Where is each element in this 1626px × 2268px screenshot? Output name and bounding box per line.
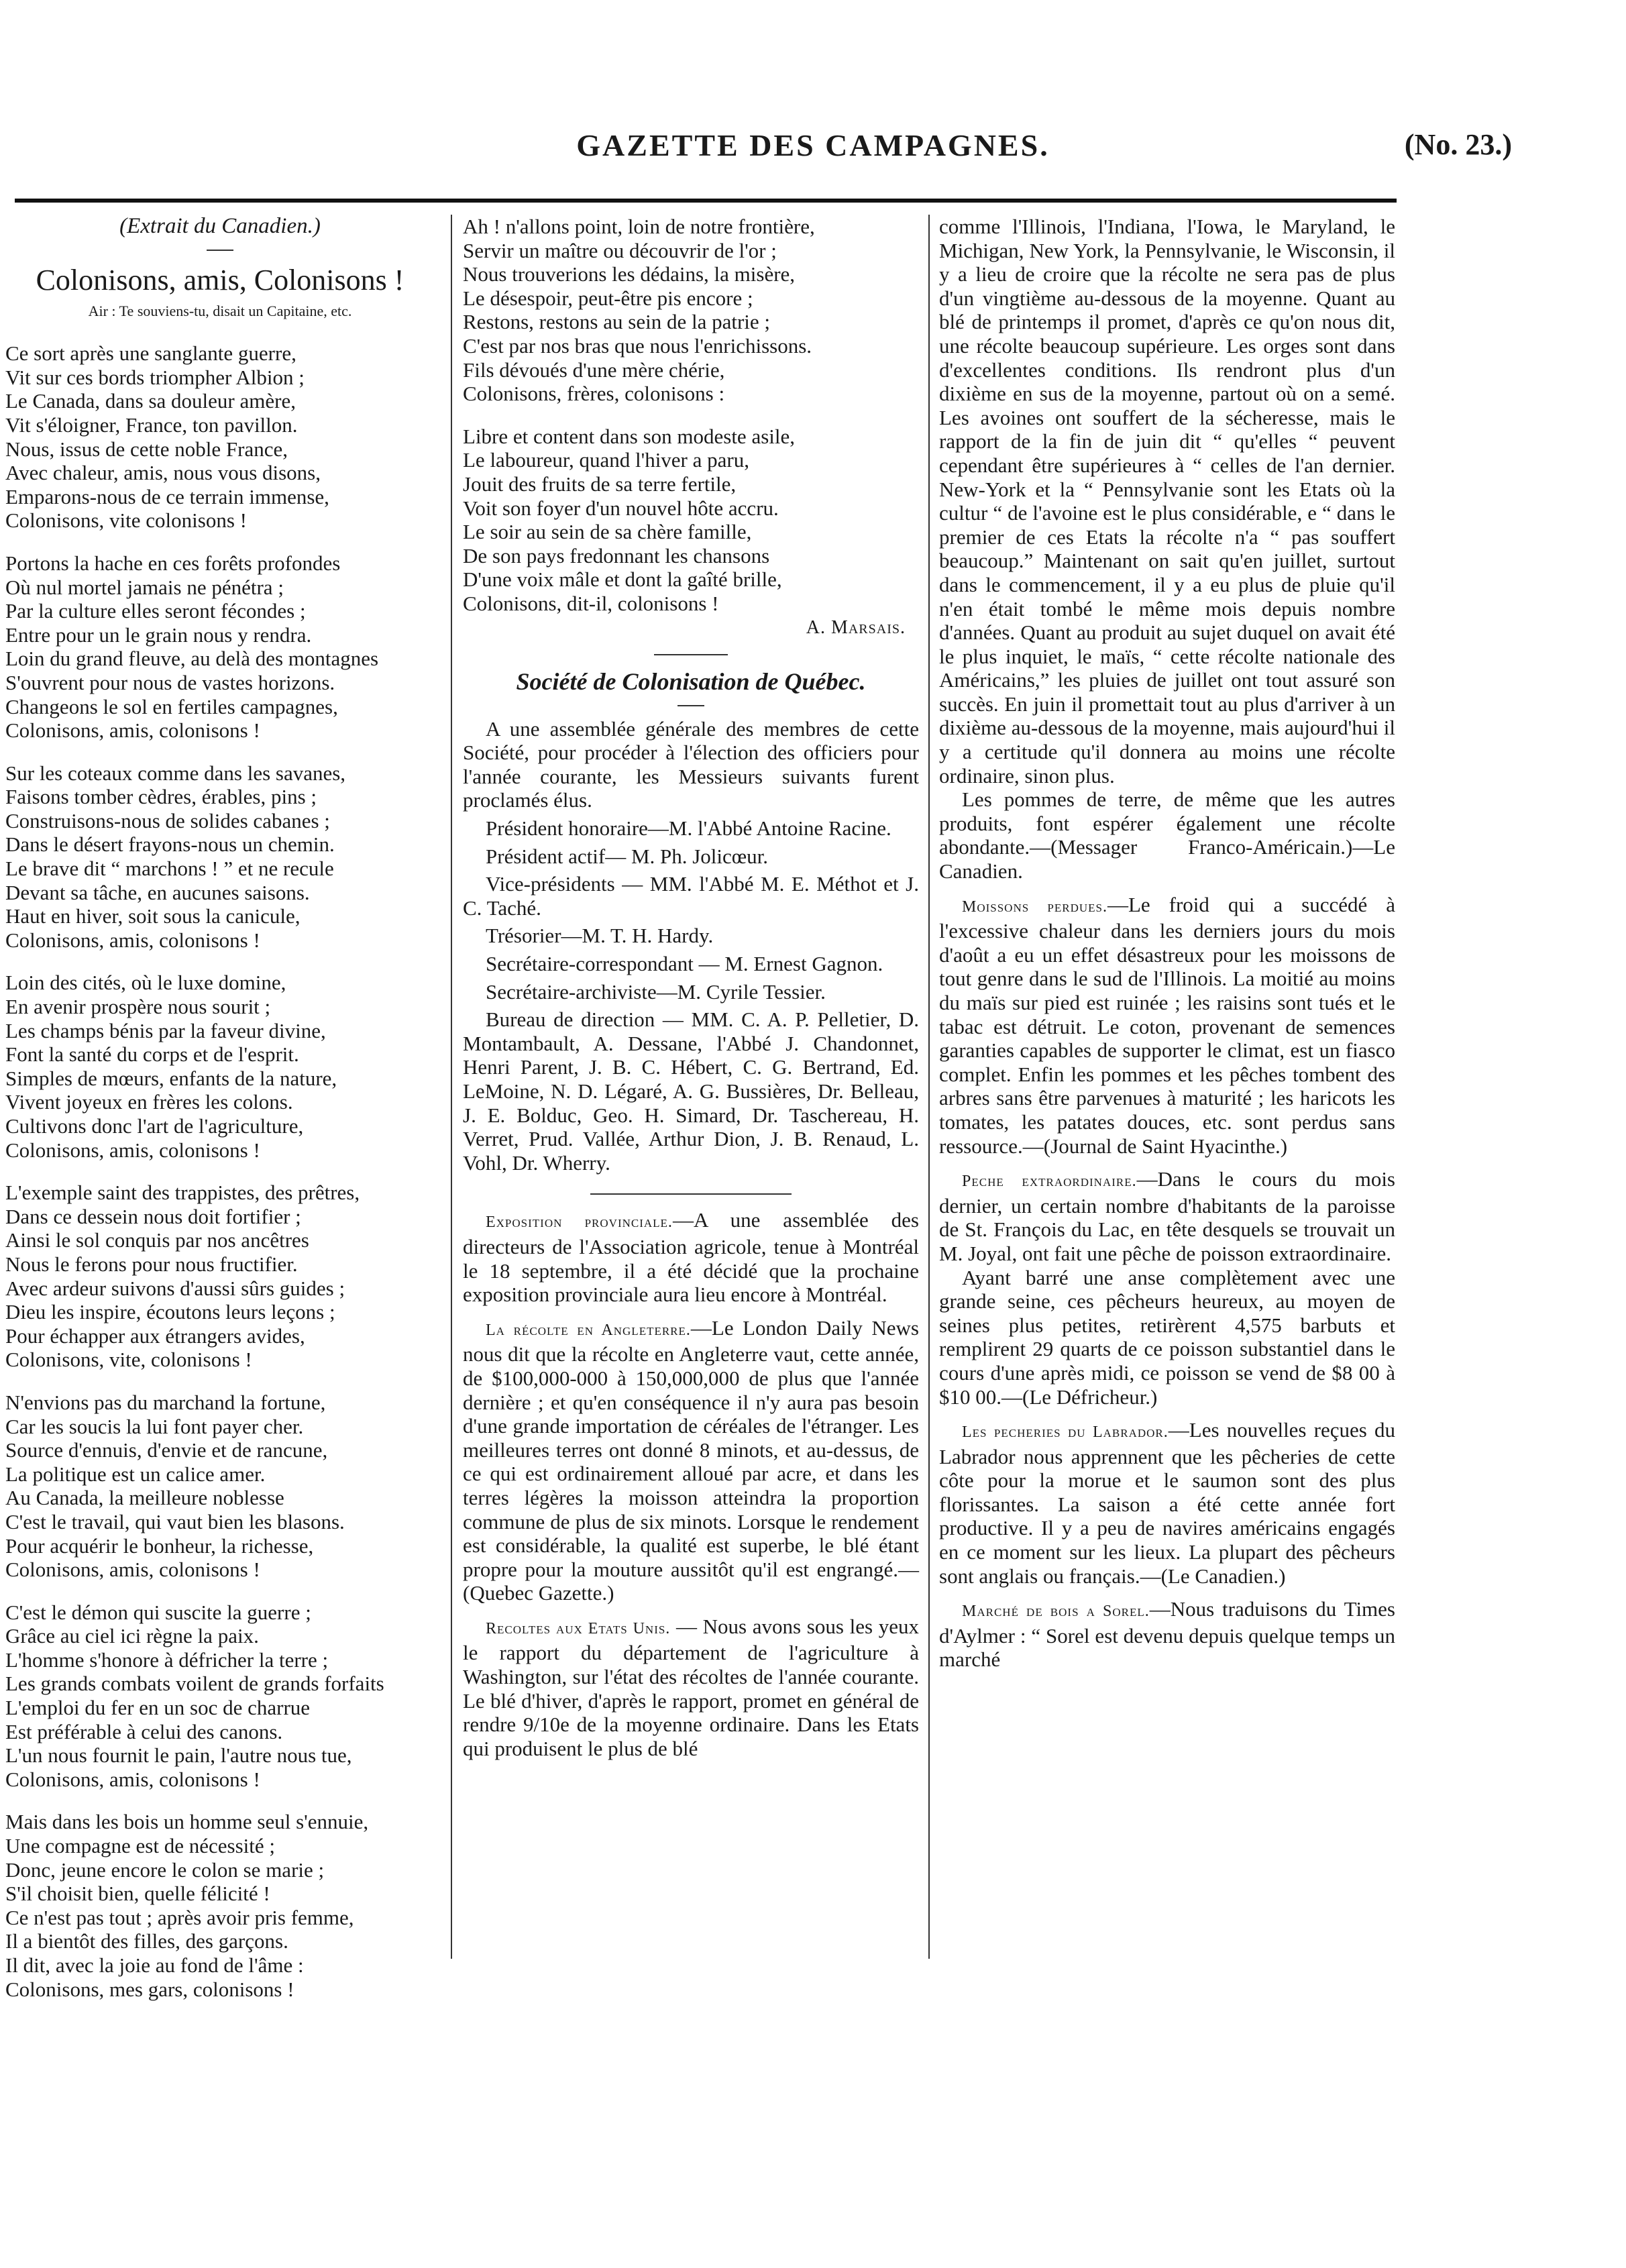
poem-stanzas-cont — [463, 215, 919, 616]
officer-entry: Bureau de direction — MM. C. A. P. Pelletier, D. Montambault, A. Dessane, l'Abbé J. Chandonnet, Henri Parent, J. B. C. Hébert, C. G. Bertrand, Ed. LeMoine, N. D. Légaré, A. G. Bussières, Dr. Belleau, J. E. Bolduc, Geo. H. Simard, Dr. Taschereau, H. Verret, Prud. Vallée, Arthur Dion, J. B. Renaud, L. Vohl, Dr. Wherry. — [463, 1008, 919, 1175]
verse-line: Par la culture elles seront fécondes ; — [5, 599, 306, 623]
verse-line: Ce sort après une sanglante guerre, — [5, 341, 296, 366]
verse-line: Colonisons, amis, colonisons ! — [5, 1767, 260, 1791]
verse-line: Colonisons, amis, colonisons ! — [5, 1138, 260, 1162]
stanza — [5, 551, 435, 743]
article-head: Peche extraordinaire. — [962, 1173, 1137, 1191]
verse-line: Fils dévoués d'une mère chérie, — [463, 358, 725, 382]
column-2 — [463, 215, 919, 1760]
poem-air: Air : Te souviens-tu, disait un Capitaine, etc. — [88, 302, 352, 319]
poem-signature: A. Marsais. — [806, 616, 906, 638]
article-head: Marché de bois a Sorel. — [962, 1603, 1150, 1621]
verse-line: L'un nous fournit le pain, l'autre nous tue, — [5, 1743, 352, 1768]
verse-line: Nous le ferons pour nous fructifier. — [5, 1252, 298, 1276]
stanza — [5, 761, 435, 953]
column-divider-2 — [928, 215, 930, 1959]
verse-line: Colonisons, vite, colonisons ! — [5, 1348, 252, 1372]
article-pommes: Les pommes de terre, de même que les autres produits, font espérer également une récolte abondante.—(Messager Franco-Américain.)—Le Canadien. — [939, 788, 1395, 883]
verse-line: Le laboureur, quand l'hiver a paru, — [463, 448, 749, 472]
separator — [590, 1193, 792, 1195]
verse-line: S'il choisit bien, quelle félicité ! — [5, 1882, 270, 1906]
verse-line: Dans ce dessein nous doit fortifier ; — [5, 1204, 301, 1228]
verse-line: Ah ! n'allons point, loin de notre frontière, — [463, 215, 815, 238]
verse-line: Nous, issus de cette noble France, — [5, 437, 288, 461]
column-3 — [939, 215, 1395, 1672]
article-peche — [939, 1167, 1395, 1265]
article-head: Recoltes aux Etats Unis. — [486, 1619, 671, 1637]
separator — [678, 705, 704, 706]
article-recolte-angleterre — [463, 1316, 919, 1605]
article-head: La récolte en Angleterre. — [486, 1321, 691, 1339]
verse-line: C'est le démon qui suscite la guerre ; — [5, 1600, 311, 1624]
verse-line: Sur les coteaux comme dans les savanes, — [5, 761, 346, 785]
verse-line: Est préférable à celui des canons. — [5, 1719, 283, 1743]
verse-line: Colonisons, amis, colonisons ! — [5, 1558, 260, 1582]
officer-entry: Secrétaire-archiviste—M. Cyrile Tessier. — [486, 979, 826, 1004]
verse-line: Faisons tomber cèdres, érables, pins ; — [5, 785, 317, 809]
article-exposition — [463, 1208, 919, 1306]
stanza — [5, 1391, 435, 1582]
column-1 — [5, 215, 435, 2001]
separator — [654, 654, 728, 655]
officer-entry: Secrétaire-correspondant — M. Ernest Gagnon. — [486, 952, 883, 976]
officer-entry: Trésorier—M. T. H. Hardy. — [486, 924, 714, 948]
verse-line: Cultivons donc l'art de l'agriculture, — [5, 1114, 304, 1138]
verse-line: En avenir prospère nous sourit ; — [5, 995, 271, 1019]
verse-line: Pour échapper aux étrangers avides, — [5, 1324, 305, 1348]
article-peche-cont: Ayant barré une anse complètement avec une grande seine, ces pêcheurs heureux, au moyen de seines plus petites, retirèrent 4,575 barbuts et remplirent 29 quarts de ce poisson substantiel dans le cours d'une après midi, ce poisson se vend de $8 00 à $10 00.—(Le Défricheur.) — [939, 1265, 1395, 1409]
verse-line: Source d'ennuis, d'envie et de rancune, — [5, 1438, 328, 1462]
verse-line: Restons, restons au sein de la patrie ; — [463, 310, 771, 334]
separator — [207, 250, 233, 251]
article-body: —Nous traduisons du Times d'Aylmer : “ Sorel est devenu depuis quelque temps un marché — [939, 1597, 1395, 1672]
verse-line: L'exemple saint des trappistes, des prêtres, — [5, 1181, 360, 1205]
verse-line: Mais dans les bois un homme seul s'ennuie, — [5, 1810, 369, 1834]
article-continuation: comme l'Illinois, l'Indiana, l'Iowa, le Maryland, le Michigan, New York, la Pennsylvanie, le Wisconsin, il y a lieu de croire que la récolte ne sera pas de plus d'un vingtième au-dessous de la moyenne. Quant au blé de printemps il promet, d'après ce qu'on nous dit, une récolte beaucoup supérieure. Les orges sont dans d'excellentes conditions. Ils rendront plus d'un dixième en sus de la moyenne, partout où on a semé. Les avoines ont souffert de la sécheresse, mais le rapport de la fin de juin dit “ qu'elles “ peuvent cependant être supérieures à “ celles de l'an dernier. New-York et la “ Pennsylvanie sont les Etats où la cultur “ de l'avoine est le plus considérable, e “ dans le premier de ces Etats la récolte n'a “ pas souffert beaucoup.” Maintenant on sait qu'en juillet, surtout dans le commencement, il y a eu plus de pluie qu'il n'en était tombé le même mois depuis nombre d'années. Quant au produit au sujet duquel on avait été le plus inquiet, le maïs, “ cette récolte nationale des Américains,” les pluies de juillet ont tout assuré son succès. En juin il promettait tout au plus d'arriver à un dixième au-dessous de la moyenne, mais aujourd'hui il y a certitude qu'il donnera au moins une récolte ordinaire, sinon plus. — [939, 215, 1395, 788]
verse-line: S'ouvrent pour nous de vastes horizons. — [5, 670, 335, 694]
article-body: —Le froid qui a succédé à l'excessive chaleur dans les derniers jours du mois d'août a eu un effet désastreux pour les moissons de tout genre dans le sud de l'Illinois. La moitié au moins du maïs sur pied est ruinée ; les raisins sont tués et le tabac est détruit. Le coton, provenant de semences garanties capables de supporter le climat, est un fiasco complet. Enfin les pommes et les pêches tombent des arbres sans être parvenues à maturité ; les haricots les tomates, les patates douces, etc. sont perdus sans ressource.—(Journal de Saint Hyacinthe.) — [939, 892, 1396, 1158]
officer-entry: Président actif— M. Ph. Jolicœur. — [486, 844, 769, 868]
poem-title: Colonisons, amis, Colonisons ! — [36, 263, 404, 296]
verse-line: Portons la hache en ces forêts profondes — [5, 551, 341, 575]
verse-line: Pour acquérir le bonheur, la richesse, — [5, 1533, 314, 1558]
verse-line: Font la santé du corps et de l'esprit. — [5, 1042, 299, 1067]
societe-title: Société de Colonisation de Québec. — [516, 668, 866, 696]
verse-line: Vit s'éloigner, France, ton pavillon. — [5, 413, 298, 437]
verse-line: Vivent joyeux en frères les colons. — [5, 1090, 293, 1114]
article-body: —Les nouvelles reçues du Labrador nous apprennent que les pêcheries de cette côte pour la morue et le saumon sont des plus florissantes. La saison a été cette année fort productive. Il y a peu de navires américains engagés en ce moment sur les lieux. La plupart des pêcheurs sont anglais ou français.—(Le Canadien.) — [939, 1418, 1395, 1588]
source-note: (Extrait du Canadien.) — [119, 214, 321, 238]
article-recolte-etats-unis — [463, 1615, 919, 1761]
verse-line: Grâce au ciel ici règne la paix. — [5, 1624, 259, 1648]
verse-line: Jouit des fruits de sa terre fertile, — [463, 472, 737, 496]
verse-line: La politique est un calice amer. — [5, 1462, 266, 1486]
officer-entry: Vice-présidents — MM. l'Abbé M. E. Méthot et J. C. Taché. — [463, 872, 919, 920]
verse-line: Avec chaleur, amis, nous vous disons, — [5, 461, 321, 485]
verse-line: Le brave dit “ marchons ! ” et ne recule — [5, 857, 334, 881]
officer-entry: Président honoraire—M. l'Abbé Antoine Racine. — [486, 816, 891, 841]
column-divider-1 — [451, 215, 452, 1959]
article-head: Les pecheries du Labrador. — [962, 1423, 1169, 1442]
verse-line: L'emploi du fer en un soc de charrue — [5, 1696, 311, 1720]
verse-line: Au Canada, la meilleure noblesse — [5, 1486, 284, 1510]
verse-line: Loin du grand fleuve, au delà des montagnes — [5, 647, 379, 671]
stanza — [463, 215, 919, 406]
stanza — [5, 1601, 435, 1792]
masthead-title: GAZETTE DES CAMPAGNES. — [576, 128, 1050, 162]
article-head: Moissons perdues. — [962, 898, 1107, 916]
stanza — [5, 341, 435, 533]
societe-intro: A une assemblée générale des membres de cette Société, pour procéder à l'élection des officiers pour l'année courante, les Messieurs suivants furent proclamés élus. — [463, 716, 919, 812]
verse-line: Entre pour un le grain nous y rendra. — [5, 623, 312, 647]
verse-line: Dans le désert frayons-nous un chemin. — [5, 832, 335, 857]
header-rule — [15, 199, 1397, 204]
verse-line: Changeons le sol en fertiles campagnes, — [5, 694, 338, 718]
verse-line: D'une voix mâle et dont la gaîté brille, — [463, 568, 782, 592]
stanza — [5, 1181, 435, 1372]
verse-line: Servir un maître ou découvrir de l'or ; — [463, 238, 777, 262]
verse-line: Colonisons, frères, colonisons : — [463, 382, 725, 406]
verse-line: Les champs bénis par la faveur divine, — [5, 1018, 326, 1042]
verse-line: Le désespoir, peut-être pis encore ; — [463, 286, 753, 310]
verse-line: De son pays fredonnant les chansons — [463, 543, 770, 568]
verse-line: Une compagne est de nécessité ; — [5, 1834, 275, 1858]
verse-line: Libre et content dans son modeste asile, — [463, 424, 796, 448]
verse-line: Colonisons, dit-il, colonisons ! — [463, 591, 719, 615]
article-body: —Dans le cours du mois dernier, un certain nombre d'habitants de la paroisse de St. François du Lac, en tête desquels se trouvait un M. Joyal, ont fait une pêche de poisson extraordinaire. — [939, 1167, 1395, 1265]
verse-line: Il dit, avec la joie au fond de l'âme : — [5, 1953, 304, 1977]
stanza — [463, 425, 919, 616]
stanza — [5, 1810, 435, 2001]
article-body: —Le London Daily News nous dit que la récolte en Angleterre vaut, cette année, de $100,000-000 à 150,000,000 de plus que l'année dernière ; et qu'en conséquence il n'y aura pas besoin d'une grande importation de céréales de l'étranger. Les meilleures terres ont donné 8 minots, et au-dessus, de ce qui est ordinairement alloué par acre, et dans les terres légères la moisson atteindra la proportion commune de plus de six minots. Lorsque le rendement est considérable, la qualité est superbe, le blé étant propre pour la mouture aussitôt qu'il est engrangé.—(Quebec Gazette.) — [463, 1315, 919, 1605]
verse-line: C'est par nos bras que nous l'enrichissons. — [463, 333, 812, 358]
verse-line: Le Canada, dans sa douleur amère, — [5, 389, 296, 413]
verse-line: L'homme s'honore à défricher la terre ; — [5, 1648, 329, 1672]
article-body: — Nous avons sous les yeux le rapport du département de l'agriculture à Washington, sur l'état des récoltes de l'année courante. Le blé d'hiver, d'après le rapport, promet en général de rendre 9/10e de la moyenne ordinaire. Dans les Etats qui produisent le plus de blé — [463, 1614, 919, 1760]
article-body: —A une assemblée des directeurs de l'Association agricole, tenue à Montréal le 18 septembre, il a été décidé que la prochaine exposition provinciale aura lieu encore à Montréal. — [463, 1208, 919, 1307]
officers-list — [463, 816, 919, 1175]
verse-line: Donc, jeune encore le colon se marie ; — [5, 1857, 325, 1882]
verse-line: C'est le travail, qui vaut bien les blasons. — [5, 1509, 345, 1533]
verse-line: Loin des cités, où le luxe domine, — [5, 971, 286, 995]
verse-line: Construisons-nous de solides cabanes ; — [5, 808, 330, 832]
article-sorel — [939, 1597, 1395, 1672]
verse-line: Haut en hiver, soit sous la canicule, — [5, 904, 301, 928]
verse-line: Simples de mœurs, enfants de la nature, — [5, 1066, 337, 1090]
verse-line: Où nul mortel jamais ne pénétra ; — [5, 575, 284, 599]
article-labrador — [939, 1418, 1395, 1588]
verse-line: Ainsi le sol conquis par nos ancêtres — [5, 1228, 309, 1252]
verse-line: Colonisons, vite colonisons ! — [5, 508, 247, 533]
verse-line: Colonisons, amis, colonisons ! — [5, 928, 260, 952]
verse-line: Nous trouverions les dédains, la misère, — [463, 262, 796, 286]
verse-line: Voit son foyer d'un nouvel hôte accru. — [463, 496, 779, 520]
article-head: Exposition provinciale. — [486, 1213, 673, 1232]
verse-line: Colonisons, amis, colonisons ! — [5, 718, 260, 743]
verse-line: Dieu les inspire, écoutons leurs leçons ; — [5, 1300, 335, 1324]
poem-stanzas — [5, 341, 435, 2001]
verse-line: Vit sur ces bords triompher Albion ; — [5, 365, 305, 389]
verse-line: Car les soucis la lui font payer cher. — [5, 1414, 304, 1438]
issue-number: (No. 23.) — [1404, 128, 1512, 161]
verse-line: Emparons-nous de ce terrain immense, — [5, 484, 329, 508]
verse-line: Ce n'est pas tout ; après avoir pris femme, — [5, 1905, 354, 1929]
verse-line: Il a bientôt des filles, des garçons. — [5, 1929, 288, 1953]
page-header — [0, 127, 1626, 188]
verse-line: Le soir au sein de sa chère famille, — [463, 520, 752, 544]
article-moissons — [939, 893, 1395, 1158]
verse-line: Avec ardeur suivons d'aussi sûrs guides ; — [5, 1276, 345, 1300]
verse-line: Colonisons, mes gars, colonisons ! — [5, 1977, 294, 2001]
stanza — [5, 971, 435, 1162]
verse-line: Devant sa tâche, en aucunes saisons. — [5, 880, 310, 904]
verse-line: Les grands combats voilent de grands forfaits — [5, 1672, 384, 1696]
verse-line: N'envions pas du marchand la fortune, — [5, 1390, 326, 1414]
